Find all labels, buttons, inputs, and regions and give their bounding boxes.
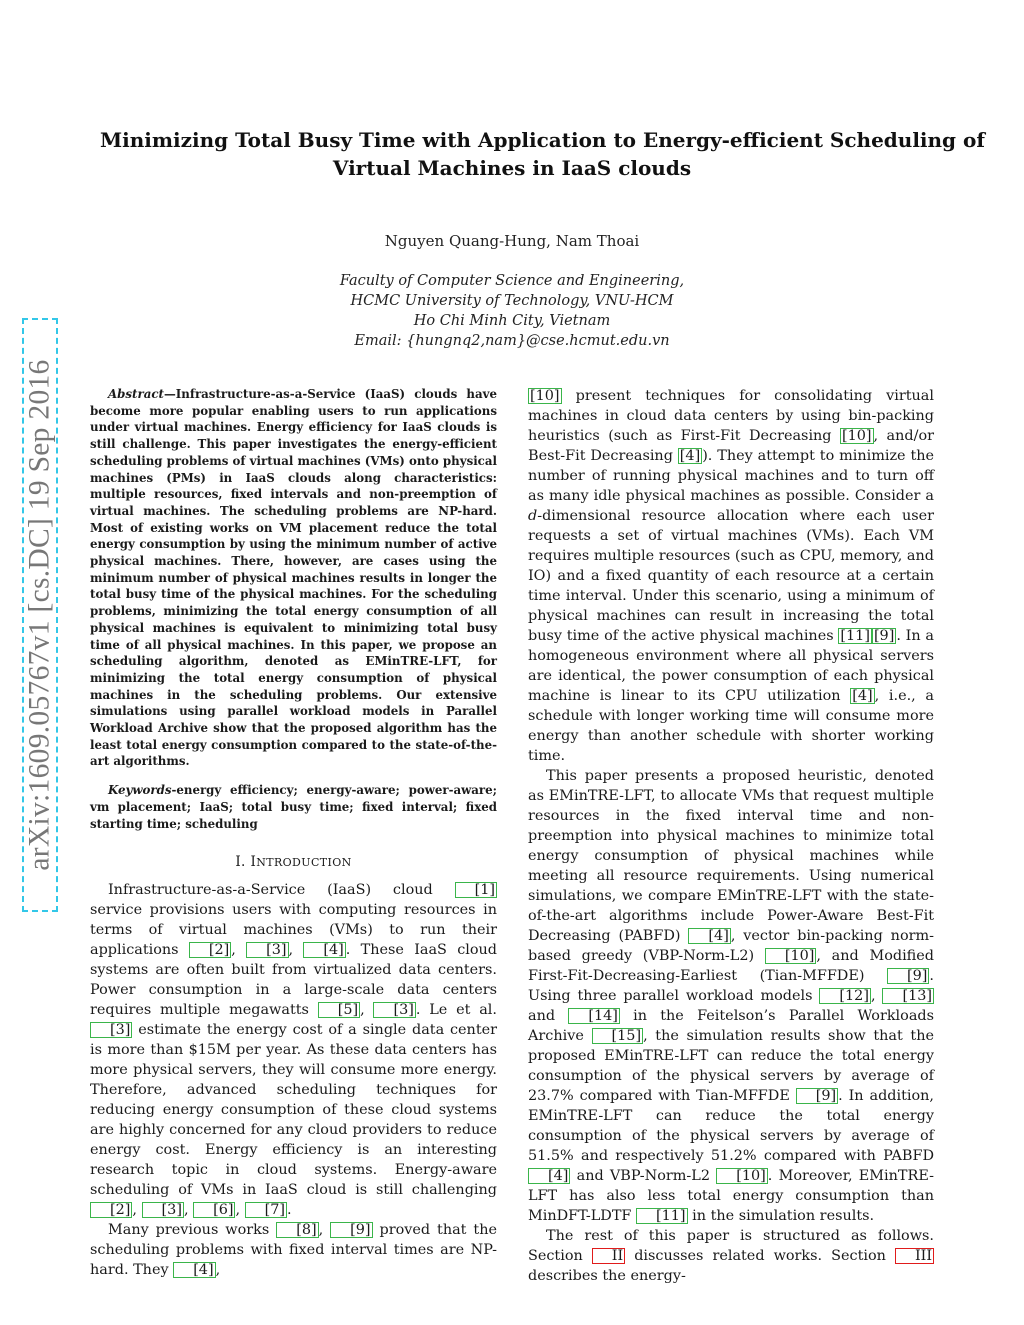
citation-link[interactable]: [11] — [840, 628, 870, 644]
arxiv-stamp-text[interactable]: arXiv:1609.05767v1 [cs.DC] 19 Sep 2016 — [23, 359, 56, 871]
affiliation-email[interactable]: Email: {hungnq2,nam}@cse.hcmut.edu.vn — [354, 333, 670, 349]
citation-link[interactable]: [1] — [455, 882, 497, 898]
left-column — [90, 386, 497, 1280]
citation-link[interactable]: [14] — [568, 1008, 620, 1024]
citation-link[interactable]: [6] — [193, 1202, 235, 1218]
citation-link[interactable]: [11] — [636, 1208, 688, 1224]
citation-link[interactable]: [5] — [318, 1002, 360, 1018]
citation-link[interactable]: [2] — [90, 1202, 132, 1218]
citation-link[interactable]: [3] — [246, 942, 288, 958]
intro-paragraph-2-continued: [10] present techniques for consolidating virtual machines in cloud data centers by using bin-packing heuristics (such as First-Fit Decreasing [10] , and/or Best-Fit Decreasing [4] ). They attempt to minimize the number of running physical machines and to turn off as many idle physical machines as possible. Consider a d-dimensional resource allocation where each user requests a set of virtual machines (VMs). Each VM requires multiple resources (such as CPU, memory, and IO) and a fixed quantity of each resource at a certain time interval. Under this scenario, using a minimum of physical machines can result in increasing the total busy time of the active physical machines [11] [9] . In a homogeneous environment where all physical servers are identical, the power consumption of each physical machine is linear to its CPU utilization [4] , i.e., a schedule with longer working time will consume more energy than another schedule with shorter working time. — [528, 388, 935, 764]
section-heading-introduction: I. INTRODUCTION — [235, 854, 352, 871]
intro-paragraph-4: The rest of this paper is structured as follows. Section II discusses related works. Section III describes the energy- — [528, 1228, 934, 1284]
citation-link[interactable]: [10] — [716, 1168, 768, 1184]
abstract — [90, 386, 497, 770]
affiliation-line-1: Faculty of Computer Science and Engineering, — [339, 273, 685, 289]
citation-link[interactable]: [2] — [189, 942, 231, 958]
abstract-label: Abstract — [108, 387, 164, 401]
citation-link[interactable]: [10] — [841, 428, 872, 444]
citation-link[interactable]: [4] — [303, 942, 345, 958]
citation-link[interactable]: [3] — [373, 1002, 415, 1018]
affiliation-line-2: HCMC University of Technology, VNU-HCM — [350, 293, 674, 309]
keywords-text: -energy efficiency; energy-aware; power-aware; vm placement; IaaS; total busy time; fixed interval; fixed starting time; scheduling — [90, 783, 497, 831]
citation-link[interactable]: [3] — [90, 1022, 132, 1038]
abstract-text: —Infrastructure-as-a-Service (IaaS) clouds have become more popular enabling users to run applications under virtual machines. Energy efficiency for IaaS clouds is still challenge. This paper investigates the energy-efficient scheduling problems of virtual machines (VMs) onto physical machines (PMs) in IaaS clouds along characteristics: multiple resources, fixed intervals and non-preemption of virtual machines. The scheduling problems are NP-hard. Most of existing works on VM placement reduce the total energy consumption by using the minimum number of active physical machines. There, however, are cases using the minimum number of physical machines results in longer the total busy time of the physical machines. For the scheduling problems, minimizing the total energy consumption of all physical machines is equivalent to minimizing total busy time of all physical machines. In this paper, we propose an scheduling algorithm, denoted as EMinTRE-LFT, for minimizing the total energy consumption of physical machines in the scheduling problems. Our extensive simulations using parallel workload models in Parallel Workload Archive show that the proposed algorithm has the least total energy consumption compared to the state-of-the-art algorithms. — [90, 387, 497, 769]
citation-link[interactable]: [3] — [142, 1202, 184, 1218]
citation-link[interactable]: [4] — [679, 448, 701, 464]
citation-link[interactable]: [9] — [796, 1088, 838, 1104]
citation-link[interactable]: [12] — [819, 988, 871, 1004]
citation-link[interactable]: [4] — [852, 688, 873, 704]
right-column — [528, 386, 934, 1286]
citation-link[interactable]: [9] — [330, 1222, 372, 1238]
section-ref-link[interactable]: III — [895, 1248, 934, 1264]
citation-link[interactable]: [13] — [882, 988, 934, 1004]
citation-link[interactable]: [10] — [530, 388, 560, 404]
citation-link[interactable]: [15] — [592, 1028, 644, 1044]
keywords-label: Keywords — [108, 783, 172, 798]
citation-link[interactable]: [9] — [873, 628, 895, 644]
title-line-2: Virtual Machines in IaaS clouds — [332, 156, 692, 180]
intro-paragraph-3: This paper presents a proposed heuristic, denoted as EMinTRE-LFT, to allocate VMs that request multiple resources in the fixed interval time and non-preemption into physical machines to minimize total energy consumption of physical machines while meeting all resource requirements. Using numerical simulations, we compare EMinTRE-LFT with the state-of-the-art algorithms include Power-Aware Best-Fit Decreasing (PABFD) [4] , vector bin-packing norm-based greedy (VBP-Norm-L2) [10] , and Modified First-Fit-Decreasing-Earliest (Tian-MFFDE) [9] . Using three parallel workload models [12] , [13] and [14] in the Feitelson’s Parallel Workloads Archive [15] , the simulation results show that the proposed EMinTRE-LFT can reduce the total energy consumption of the physical servers by average of 23.7% compared with Tian-MFFDE [9] . In addition, EMinTRE-LFT can reduce the total energy consumption of the physical servers by average of 51.5% and respectively 51.2% compared with PABFD [4] and VBP-Norm-L2 [10] . Moreover, EMinTRE-LFT has also less total energy consumption than MinDFT-LDTF [11] in the simulation results. — [528, 768, 935, 1224]
affiliation — [100, 271, 924, 351]
paper-title — [100, 126, 985, 182]
section-ref-link[interactable]: II — [592, 1248, 625, 1264]
title-line-1: Minimizing Total Busy Time with Application to Energy-efficient Scheduling of — [100, 128, 985, 152]
affiliation-line-3: Ho Chi Minh City, Vietnam — [413, 313, 611, 329]
citation-link[interactable]: [7] — [245, 1202, 287, 1218]
citation-link[interactable]: [10] — [765, 948, 817, 964]
citation-link[interactable]: [9] — [887, 968, 929, 984]
citation-link[interactable]: [4] — [173, 1262, 215, 1278]
arxiv-stamp[interactable] — [22, 318, 58, 912]
citation-link[interactable]: [4] — [528, 1168, 570, 1184]
citation-link[interactable]: [8] — [276, 1222, 318, 1238]
intro-paragraph-2-start: Many previous works [8] , [9] proved that the scheduling problems with fixed interval times are NP-hard. They [4] , — [90, 1222, 497, 1279]
intro-paragraph-1: Infrastructure-as-a-Service (IaaS) cloud [1] service provisions users with computing resources in terms of virtual machines (VMs) to run their applications [2] , [3] , [4] . These IaaS cloud systems are often built from virtualized data centers. Power consumption in a large-scale data centers requires multiple megawatts [5] , [3] . Le et al. [3] estimate the energy cost of a single data center is more than $15M per year. As these data centers has more physical servers, they will consume more energy. Therefore, advanced scheduling techniques for reducing energy consumption of these cloud systems are highly concerned for any cloud providers to reduce energy cost. Energy efficiency is an interesting research topic in cloud systems. Energy-aware scheduling of VMs in IaaS cloud is still challenging [2] , [3] , [6] , [7] . — [90, 882, 498, 1219]
keywords — [90, 782, 497, 832]
citation-link[interactable]: [4] — [688, 928, 730, 944]
authors: Nguyen Quang-Hung, Nam Thoai — [384, 232, 640, 250]
